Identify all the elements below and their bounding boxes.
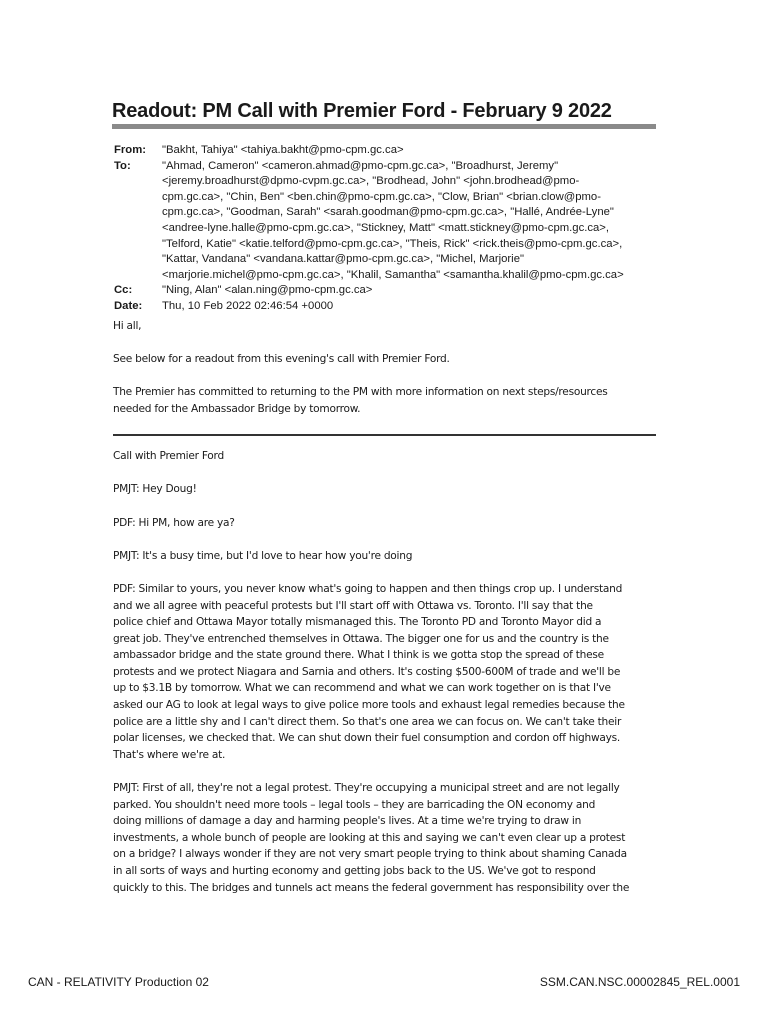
to-line: <jeremy.broadhurst@dpmo-cvpm.gc.ca>, "Brodhead, John" <john.brodhead@pmo- [162, 175, 580, 188]
to-line: "Ahmad, Cameron" <cameron.ahmad@pmo-cpm.gc.ca>, "Broadhurst, Jeremy" [162, 159, 559, 172]
from-value: "Bakht, Tahiya" <tahiya.bakht@pmo-cpm.gc.ca> [162, 144, 404, 156]
premier-commitment-paragraph [113, 384, 659, 417]
pm-busy-line: PMJT: It's a busy time, but I'd love to hear how you're doing [113, 549, 413, 562]
paragraph-line: quickly to this. The bridges and tunnels act means the federal government has responsibility over the [113, 881, 630, 894]
cc-row [114, 283, 674, 299]
paragraph-line: ambassador bridge and the state ground there. What I think is we gotta stop the spread of these [113, 649, 604, 662]
cc-label: Cc: [114, 284, 133, 297]
paragraph-line: police are a little shy and I can't direct them. So that's one area we can focus on. We can't take their [113, 715, 622, 728]
paragraph-line: That's where we're at. [113, 748, 226, 761]
paragraph-line: doing millions of damage a day and harming people's lives. At a time we're trying to draw in [113, 815, 582, 828]
call-heading: Call with Premier Ford [113, 450, 224, 463]
paragraph-line: investments, a whole bunch of people are looking at this and saying we can't even clear up a protest [113, 831, 626, 844]
to-label: To: [114, 159, 131, 172]
to-line: "Kattar, Vandana" <vandana.kattar@pmo-cpm.gc.ca>, "Michel, Marjorie" [162, 253, 524, 266]
production-label: CAN - RELATIVITY Production 02 [28, 975, 209, 989]
paragraph-line: great job. They've entrenched themselves in Ottawa. The bigger one for us and the country is the [113, 632, 609, 645]
paragraph-line: in all sorts of ways and hurting economy and getting jobs back to the US. We've got to respond [113, 865, 596, 877]
greeting: Hi all, [113, 320, 142, 332]
paragraph-line: needed for the Ambassador Bridge by tomorrow. [113, 402, 361, 415]
pdf-greeting-line: PDF: Hi PM, how are ya? [113, 516, 235, 529]
paragraph-line: polar licenses, we checked that. We can shut down their fuel consumption and cordon off highways. [113, 732, 621, 745]
from-row [114, 143, 674, 159]
paragraph-line: PMJT: First of all, they're not a legal protest. They're occupying a municipal street and are not legally [113, 782, 620, 795]
pdf-paragraph [113, 581, 659, 764]
intro-paragraph: See below for a readout from this evening's call with Premier Ford. [113, 353, 450, 366]
paragraph-line: protests and we protect Niagara and Sarnia and others. It's costing $500-600M of trade and we'll be [113, 665, 621, 678]
from-label: From: [114, 144, 147, 156]
bates-number: SSM.CAN.NSC.00002845_REL.0001 [539, 975, 740, 989]
paragraph-line: up to $3.1B by tomorrow. What we can recommend and what we can work together on is that I've [113, 682, 611, 695]
to-line: <marjorie.michel@pmo-cpm.gc.ca>, "Khalil, Samantha" <samantha.khalil@pmo-cpm.gc.ca> [162, 268, 624, 281]
pm-greeting-line: PMJT: Hey Doug! [113, 483, 197, 496]
email-body [113, 318, 659, 913]
section-divider [113, 434, 656, 436]
paragraph-line: and we all agree with peaceful protests but I'll start off with Ottawa vs. Toronto. I'll say that the [113, 599, 593, 612]
paragraph-line: asked our AG to look at legal ways to give police more tools and exhaust legal remedies because the [113, 699, 625, 712]
date-row [114, 299, 674, 315]
cc-value: "Ning, Alan" <alan.ning@pmo-cpm.gc.ca> [162, 284, 373, 297]
to-line: cpm.gc.ca>, "Chin, Ben" <ben.chin@pmo-cpm.gc.ca>, "Clow, Brian" <brian.clow@pmo- [162, 190, 601, 203]
paragraph-line: PDF: Similar to yours, you never know what's going to happen and then things crop up. I understand [113, 582, 623, 595]
title-underline [112, 124, 656, 129]
to-line: "Telford, Katie" <katie.telford@pmo-cpm.gc.ca>, "Theis, Rick" <rick.theis@pmo-cpm.gc.ca>, [162, 237, 623, 250]
paragraph-line: The Premier has committed to returning to the PM with more information on next steps/resources [113, 386, 608, 399]
paragraph-line: police chief and Ottawa Mayor totally mismanaged this. The Toronto PD and Toronto Mayor did a [113, 616, 602, 629]
paragraph-line: parked. You shouldn't need more tools – legal tools – they are barricading the ON economy and [113, 798, 596, 811]
email-header [114, 143, 674, 315]
date-label: Date: [114, 299, 143, 312]
to-value [162, 159, 674, 284]
document-title: Readout: PM Call with Premier Ford - February 9 2022 [112, 100, 612, 122]
paragraph-line: on a bridge? I always wonder if they are not very smart people trying to think about shaming Canada [113, 848, 627, 861]
to-row [114, 159, 674, 284]
pm-paragraph [113, 780, 659, 896]
date-value: Thu, 10 Feb 2022 02:46:54 +0000 [162, 299, 334, 312]
to-line: <andree-lyne.halle@pmo-cpm.gc.ca>, "Stickney, Matt" <matt.stickney@pmo-cpm.gc.ca>, [162, 221, 610, 234]
to-line: cpm.gc.ca>, "Goodman, Sarah" <sarah.goodman@pmo-cpm.gc.ca>, "Hallé, Andrée-Lyne" [162, 206, 614, 219]
